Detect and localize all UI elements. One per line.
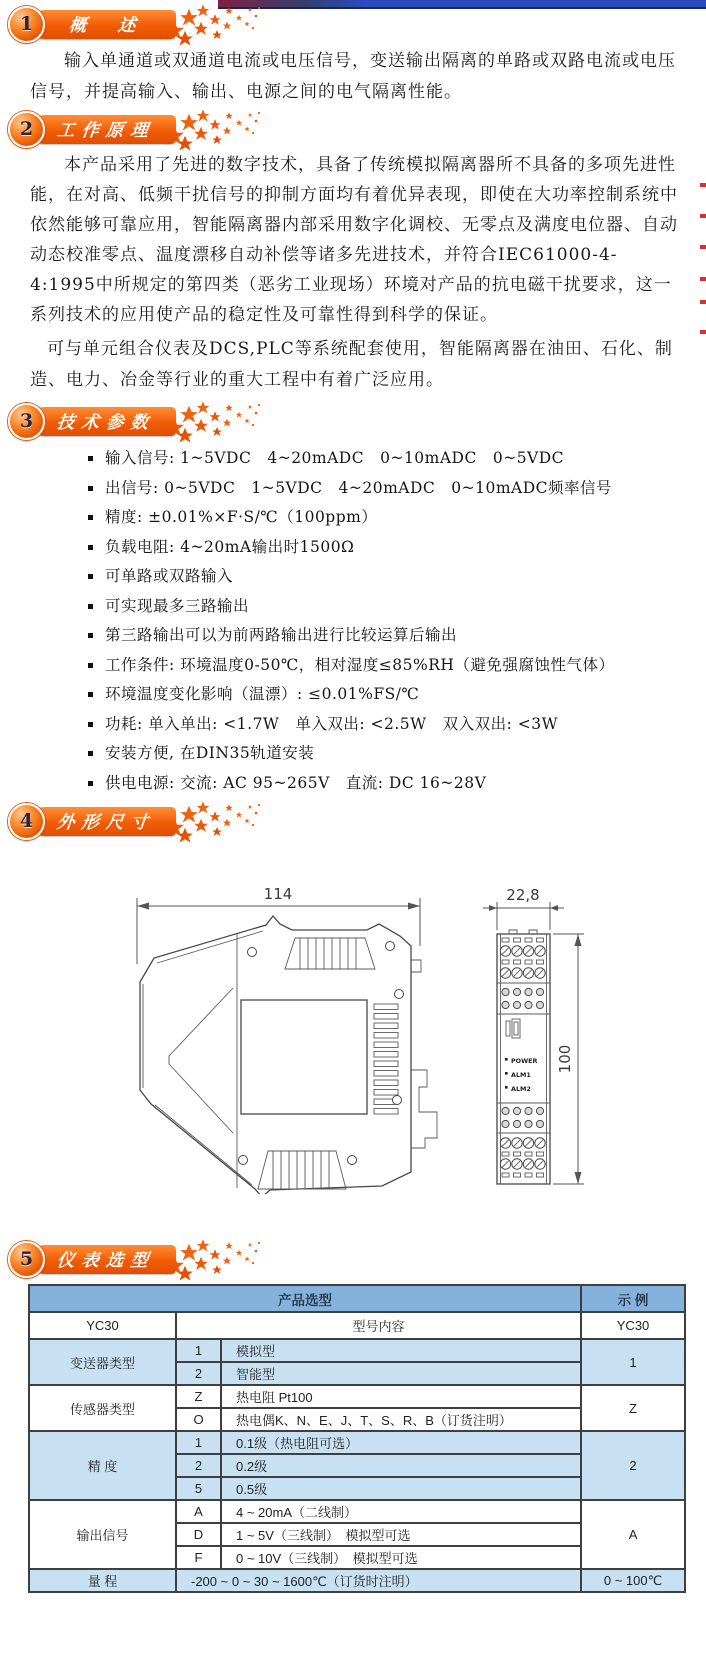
led-label-alm1: ALM1 (511, 1071, 531, 1079)
spec-text: 工作条件: 环境温度0-50℃，相对湿度≤85%RH（避免强腐蚀性气体） (105, 655, 615, 674)
spec-item (88, 507, 706, 528)
table-row (29, 1385, 685, 1408)
section-title: 仪表选型 (55, 1250, 156, 1271)
dim-label-height: 100 (556, 1044, 574, 1074)
code-cell: 2 (176, 1454, 221, 1477)
code-cell: D (176, 1523, 221, 1546)
spec-text: 可单路或双路输入 (105, 567, 234, 585)
spec-item (88, 714, 706, 735)
desc-cell: 智能型 (221, 1362, 581, 1385)
spec-list (88, 448, 706, 793)
section-ribbon (30, 807, 176, 836)
overview-paragraph: 输入单通道或双通道电流或电压信号，变送输出隔离的单路或双路电流或电压信号，并提高输入、输出、电源之间的电气隔离性能。 (30, 51, 676, 102)
bullet-icon (88, 486, 93, 491)
section-number-badge: 3 (8, 403, 45, 440)
desc-cell: 0.1级（热电阻可选） (221, 1431, 581, 1454)
section-number-badge: 4 (8, 803, 45, 840)
spec-text: 安装方便, 在DIN35轨道安装 (105, 744, 315, 762)
dimension-drawing (0, 842, 706, 1194)
bullet-icon (88, 545, 93, 550)
spec-text: 环境温度变化影响（温漂）: ≤0.01%FS/℃ (105, 685, 420, 703)
spec-item (88, 773, 706, 794)
desc-cell: 1 ~ 5V（三线制） 模拟型可选 (221, 1523, 581, 1546)
bullet-icon (88, 515, 93, 520)
section-header-principle (8, 110, 706, 148)
led-label-alm2: ALM2 (511, 1085, 531, 1093)
bullet-icon (88, 456, 93, 461)
category-cell: 输出信号 (29, 1500, 176, 1569)
stars-decoration-icon (162, 1, 264, 47)
section-number-badge: 2 (8, 111, 45, 148)
spec-item (88, 448, 706, 469)
table-row (29, 1431, 685, 1454)
edge-mark (700, 277, 706, 281)
bullet-icon (88, 574, 93, 579)
spec-item (88, 743, 706, 764)
category-cell: 精 度 (29, 1431, 176, 1500)
dim-label-width: 114 (263, 885, 293, 903)
code-cell: Z (176, 1385, 221, 1408)
section-title: 工作原理 (55, 120, 156, 141)
spec-text: 第三路输出可以为前两路输出进行比较运算后输出 (105, 626, 458, 644)
bullet-icon (88, 692, 93, 697)
example-cell: Z (581, 1385, 685, 1431)
table-model-row (29, 1312, 685, 1339)
side-view-drawing (137, 885, 437, 1194)
led-labels (505, 1057, 538, 1093)
spec-text: 负载电阻: 4~20mA输出时1500Ω (105, 537, 355, 556)
spec-item (88, 655, 706, 676)
bullet-icon (88, 751, 93, 756)
section-header-dimensions (8, 802, 706, 840)
section-ribbon (30, 115, 176, 144)
section-header-overview (8, 5, 706, 43)
front-view-drawing (483, 886, 584, 1184)
section-title: 外形尺寸 (55, 812, 156, 833)
desc-cell: 0.2级 (221, 1454, 581, 1477)
spec-text: 出信号: 0~5VDC 1~5VDC 4~20mADC 0~10mADC频率信号 (105, 478, 613, 497)
code-cell: 5 (176, 1477, 221, 1500)
desc-cell: 模拟型 (221, 1339, 581, 1362)
spec-item (88, 566, 706, 587)
header-example: 示 例 (581, 1285, 685, 1312)
selection-table (28, 1284, 686, 1593)
desc-cell: 0.5级 (221, 1477, 581, 1500)
bullet-icon (88, 633, 93, 638)
example-cell: 2 (581, 1431, 685, 1500)
example-cell: A (581, 1500, 685, 1569)
edge-mark (700, 183, 706, 187)
desc-cell: 0 ~ 10V（三线制） 模拟型可选 (221, 1546, 581, 1569)
section-header-selection (8, 1240, 706, 1278)
model-example: YC30 (581, 1312, 685, 1339)
stars-decoration-icon (162, 106, 264, 152)
spec-text: 可实现最多三路输出 (105, 596, 250, 615)
bullet-icon (88, 663, 93, 668)
header-product: 产品选型 (29, 1285, 581, 1312)
section-header-specs (8, 402, 706, 440)
spec-item (88, 625, 706, 646)
stars-decoration-icon (162, 1236, 264, 1282)
spec-item (88, 537, 706, 558)
code-cell: 1 (176, 1431, 221, 1454)
edge-mark (700, 330, 706, 334)
bullet-icon (88, 722, 93, 727)
edge-mark (700, 245, 706, 249)
section-title: 概 述 (68, 15, 144, 36)
code-cell: A (176, 1500, 221, 1523)
spec-item (88, 596, 706, 617)
code-cell: 1 (176, 1339, 221, 1362)
desc-cell: -200 ~ 0 ~ 30 ~ 1600℃（订货时注明） (176, 1569, 581, 1592)
section-ribbon (30, 407, 176, 436)
model-content: 型号内容 (176, 1312, 581, 1339)
desc-cell: 热电偶K、N、E、J、T、S、R、B（订货注明） (221, 1408, 581, 1431)
table-row (29, 1339, 685, 1362)
spec-text: 供电电源: 交流: AC 95~265V 直流: DC 16~28V (105, 773, 487, 792)
bullet-icon (88, 781, 93, 786)
bullet-icon (88, 604, 93, 609)
stars-decoration-icon (162, 398, 264, 444)
spec-text: 输入信号: 1~5VDC 4~20mADC 0~10mADC 0~5VDC (105, 449, 565, 467)
spec-item (88, 478, 706, 499)
spec-item (88, 684, 706, 705)
example-cell: 1 (581, 1339, 685, 1385)
table-row (29, 1569, 685, 1592)
section-number-badge: 1 (8, 6, 45, 43)
principle-paragraph-1: 本产品采用了先进的数字技术，具备了传统模拟隔离器所不具备的多项先进性能，在对高、低频干扰信号的抑制方面均有着优异表现，即使在大功率控制系统中依然能够可靠应用，智能隔离器内部采用数字化调校、无零点及满度电位器、自动动态校准零点、温度漂移自动补偿等诸多先进技术，并符合IEC61000-4-4:1995中所规定的第四类（恶劣工业现场）环境对产品的抗电磁干扰要求，这一系列技术的应用使产品的稳定性及可靠性得到科学的保证。 (30, 155, 678, 325)
edge-mark (700, 214, 706, 218)
code-cell: O (176, 1408, 221, 1431)
category-cell: 变送器类型 (29, 1339, 176, 1385)
section-title: 技术参数 (55, 412, 156, 433)
stars-decoration-icon (162, 798, 264, 844)
section-number-badge: 5 (8, 1241, 45, 1278)
principle-paragraph-2: 可与单元组合仪表及DCS,PLC等系统配套使用，智能隔离器在油田、石化、制造、电力、冶金等行业的重大工程中有着广泛应用。 (30, 339, 673, 390)
section-ribbon (30, 1245, 176, 1274)
model-code: YC30 (29, 1312, 176, 1339)
category-cell: 量 程 (29, 1569, 176, 1592)
example-cell: 0 ~ 100℃ (581, 1569, 685, 1592)
desc-cell: 热电阻 Pt100 (221, 1385, 581, 1408)
edge-mark (700, 300, 706, 304)
category-cell: 传感器类型 (29, 1385, 176, 1431)
table-row (29, 1500, 685, 1523)
desc-cell: 4 ~ 20mA（二线制） (221, 1500, 581, 1523)
spec-text: 精度: ±0.01%×F·S/℃（100ppm） (105, 508, 378, 526)
spec-text: 功耗: 单入单出: <1.7W 单入双出: <2.5W 双入双出: <3W (105, 714, 559, 733)
led-label-power: POWER (511, 1057, 538, 1065)
code-cell: F (176, 1546, 221, 1569)
section-ribbon (30, 10, 176, 39)
dim-label-front-width: 22,8 (506, 886, 540, 904)
code-cell: 2 (176, 1362, 221, 1385)
table-header-row (29, 1285, 685, 1312)
